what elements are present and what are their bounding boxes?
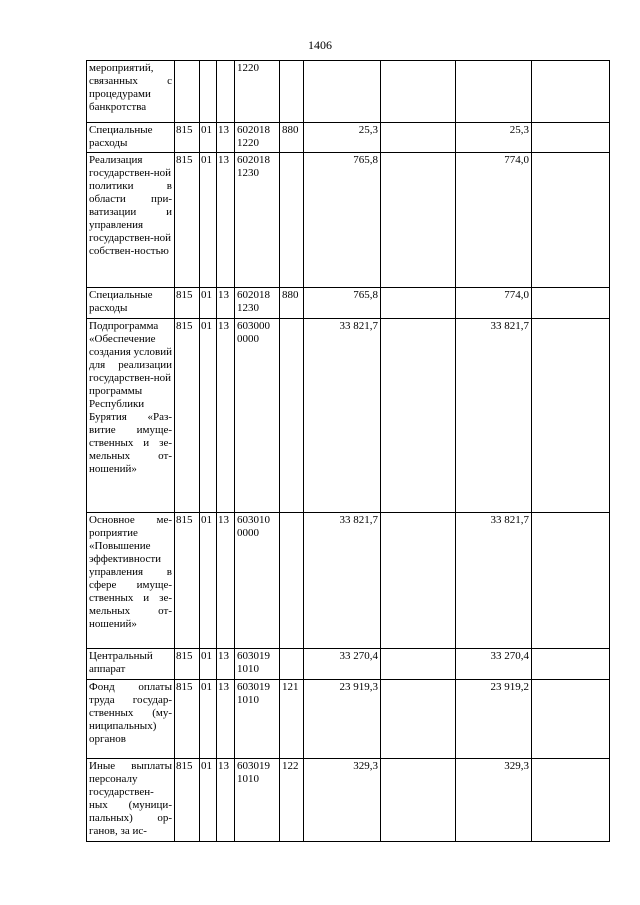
- subsection-code: 13: [217, 319, 235, 513]
- subsection-code: 13: [217, 513, 235, 649]
- budget-item-name: Фонд оплаты труда государ-ственных (му-ниципальных) органов: [87, 680, 175, 759]
- empty-cell: [532, 123, 610, 153]
- amount-year-2: 33 821,7: [456, 513, 532, 649]
- table-row: [87, 288, 610, 319]
- table-row: [87, 680, 610, 759]
- empty-cell: [381, 123, 456, 153]
- budget-table: [86, 60, 610, 842]
- empty-cell: [532, 153, 610, 288]
- expense-type-code: [280, 649, 304, 680]
- amount-year-2: [456, 61, 532, 123]
- section-code: 01: [200, 123, 217, 153]
- amount-year-1: 329,3: [304, 759, 381, 842]
- empty-cell: [381, 513, 456, 649]
- expense-type-code: 122: [280, 759, 304, 842]
- amount-year-1: 33 821,7: [304, 513, 381, 649]
- subsection-code: 13: [217, 153, 235, 288]
- amount-year-1: 23 919,3: [304, 680, 381, 759]
- amount-year-2: 33 270,4: [456, 649, 532, 680]
- amount-year-1: 33 821,7: [304, 319, 381, 513]
- expense-type-code: [280, 513, 304, 649]
- empty-cell: [532, 649, 610, 680]
- amount-year-1: 765,8: [304, 288, 381, 319]
- target-article-code: 603019 1010: [235, 759, 280, 842]
- empty-cell: [532, 288, 610, 319]
- amount-year-1: 33 270,4: [304, 649, 381, 680]
- section-code: 01: [200, 680, 217, 759]
- amount-year-2: 774,0: [456, 288, 532, 319]
- amount-year-2: 33 821,7: [456, 319, 532, 513]
- target-article-code: 1220: [235, 61, 280, 123]
- empty-cell: [532, 680, 610, 759]
- expense-type-code: 880: [280, 288, 304, 319]
- subsection-code: 13: [217, 680, 235, 759]
- empty-cell: [381, 319, 456, 513]
- ministry-code: 815: [175, 153, 200, 288]
- budget-item-name: Основное ме-роприятие «Повышение эффективности управления в сфере имуще-ственных и зе-мельных от-ношений»: [87, 513, 175, 649]
- amount-year-2: 329,3: [456, 759, 532, 842]
- table-row: [87, 123, 610, 153]
- subsection-code: 13: [217, 649, 235, 680]
- empty-cell: [381, 680, 456, 759]
- target-article-code: 603000 0000: [235, 319, 280, 513]
- empty-cell: [381, 649, 456, 680]
- ministry-code: 815: [175, 288, 200, 319]
- section-code: [200, 61, 217, 123]
- empty-cell: [532, 61, 610, 123]
- table-row: [87, 319, 610, 513]
- section-code: 01: [200, 759, 217, 842]
- table-row: [87, 61, 610, 123]
- amount-year-2: 25,3: [456, 123, 532, 153]
- empty-cell: [381, 288, 456, 319]
- subsection-code: 13: [217, 123, 235, 153]
- table-row: [87, 153, 610, 288]
- ministry-code: 815: [175, 649, 200, 680]
- budget-item-name: Специальные расходы: [87, 123, 175, 153]
- table-row: [87, 649, 610, 680]
- target-article-code: 603019 1010: [235, 649, 280, 680]
- budget-item-name: Специальные расходы: [87, 288, 175, 319]
- amount-year-1: 25,3: [304, 123, 381, 153]
- target-article-code: 602018 1230: [235, 288, 280, 319]
- empty-cell: [381, 61, 456, 123]
- subsection-code: 13: [217, 759, 235, 842]
- section-code: 01: [200, 513, 217, 649]
- target-article-code: 602018 1230: [235, 153, 280, 288]
- table-row: [87, 759, 610, 842]
- target-article-code: 602018 1220: [235, 123, 280, 153]
- ministry-code: [175, 61, 200, 123]
- section-code: 01: [200, 153, 217, 288]
- expense-type-code: 121: [280, 680, 304, 759]
- page-number: 1406: [308, 38, 332, 52]
- ministry-code: 815: [175, 759, 200, 842]
- budget-item-name: мероприятий, связанных с процедурами банкротства: [87, 61, 175, 123]
- amount-year-2: 774,0: [456, 153, 532, 288]
- ministry-code: 815: [175, 513, 200, 649]
- ministry-code: 815: [175, 680, 200, 759]
- section-code: 01: [200, 649, 217, 680]
- ministry-code: 815: [175, 319, 200, 513]
- ministry-code: 815: [175, 123, 200, 153]
- subsection-code: 13: [217, 288, 235, 319]
- subsection-code: [217, 61, 235, 123]
- section-code: 01: [200, 319, 217, 513]
- empty-cell: [532, 759, 610, 842]
- target-article-code: 603010 0000: [235, 513, 280, 649]
- amount-year-2: 23 919,2: [456, 680, 532, 759]
- empty-cell: [381, 759, 456, 842]
- amount-year-1: [304, 61, 381, 123]
- expense-type-code: 880: [280, 123, 304, 153]
- section-code: 01: [200, 288, 217, 319]
- expense-type-code: [280, 153, 304, 288]
- target-article-code: 603019 1010: [235, 680, 280, 759]
- amount-year-1: 765,8: [304, 153, 381, 288]
- empty-cell: [532, 319, 610, 513]
- table-row: [87, 513, 610, 649]
- budget-item-name: Реализация государствен-ной политики в области при-ватизации и управления государствен-ной собствен-ностью: [87, 153, 175, 288]
- expense-type-code: [280, 319, 304, 513]
- empty-cell: [532, 513, 610, 649]
- expense-type-code: [280, 61, 304, 123]
- budget-item-name: Подпрограмма «Обеспечение создания условий для реализации государствен-ной программы Республики Бурятия «Раз-витие имуще-ственных и зе-мельных от-ношений»: [87, 319, 175, 513]
- budget-item-name: Центральный аппарат: [87, 649, 175, 680]
- empty-cell: [381, 153, 456, 288]
- budget-item-name: Иные выплаты персоналу государствен-ных (муници-пальных) ор-ганов, за ис-: [87, 759, 175, 842]
